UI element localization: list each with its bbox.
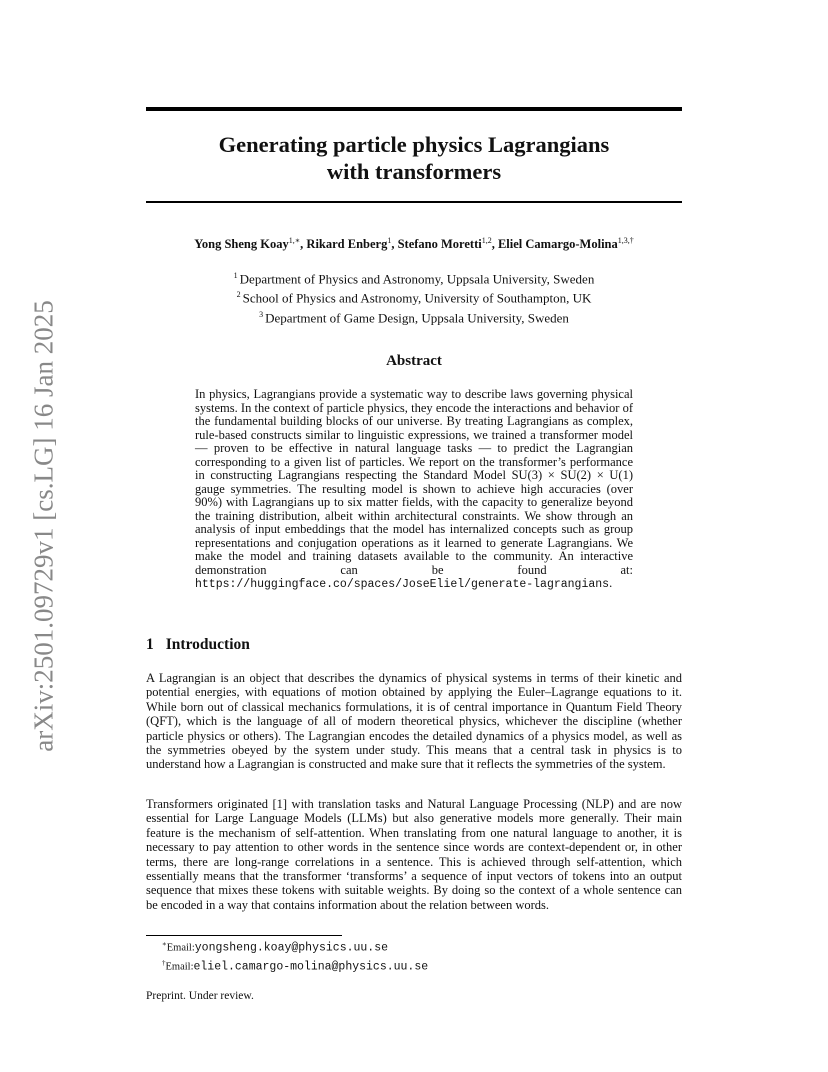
section-title: Introduction xyxy=(165,636,250,653)
footnote xyxy=(162,937,428,956)
footnote-mark: † xyxy=(162,958,166,967)
footnote-rule xyxy=(146,935,342,936)
preprint-footer: Preprint. Under review. xyxy=(146,990,254,1002)
author-name: Stefano Moretti xyxy=(397,237,482,252)
author-name: Yong Sheng Koay xyxy=(194,237,289,252)
affiliation xyxy=(146,287,682,306)
affiliation xyxy=(146,307,682,326)
intro-paragraph-2: Transformers originated [1] with translation tasks and Natural Language Processing (NLP) and are now essential for Large Language Models (LLMs) but also generative models more generally. Their main feature is the mechanism of self-attention. When translating from one natural language to another, it is necessary to pay attention to other words in the sentence since words are context-dependent or, in other terms, there are long-range correlations in a sentence. This is achieved through self-attention, which essentially means that the transformer ‘transforms’ a sequence of input vectors of tokens into an output sequence that mixes these tokens with suitable weights. By doing so the context of a whole sentence can be encoded in a way that contains information about the relation between words. xyxy=(146,797,682,912)
affiliation xyxy=(146,268,682,287)
footnote-label: Email: xyxy=(166,942,195,954)
section-number: 1 xyxy=(146,636,154,653)
demo-link[interactable]: https://huggingface.co/spaces/JoseEliel/generate-lagrangians xyxy=(195,578,610,591)
intro-paragraph-1: A Lagrangian is an object that describes the dynamics of physical systems in terms of their kinetic and potential energies, with equations of motion obtained by applying the Euler–Lagrange equations to it. While born out of classical mechanics formulations, it is of central importance in Quantum Field Theory (QFT), which is the language of all of modern theoretical physics, whichever the discipline (whether particle physics or others). The Lagrangian encodes the detailed dynamics of a physics model, as well as the symmetries obeyed by the system under study. This means that a central task in physics is to understand how a Lagrangian is constructed and make sure that it reflects the symmetries of the system. xyxy=(146,671,682,772)
title-bottom-rule xyxy=(146,201,682,203)
affiliations xyxy=(146,268,682,326)
affiliation-text: Department of Game Design, Uppsala University, Sweden xyxy=(265,309,569,325)
author-sup: 1 xyxy=(387,236,392,245)
author-name: Eliel Camargo-Molina xyxy=(497,237,618,252)
author-name: Rikard Enberg xyxy=(306,237,388,252)
arxiv-stamp-text: arXiv:2501.09729v1 [cs.LG] 16 Jan 2025 xyxy=(28,300,59,752)
author-list: Yong Sheng Koay$^{1,∗}$, Rikard Enberg$^1$, Stefano Moretti$^{1,2}$, Eliel Camargo-Molina$^{1,3,\dagger}$ xyxy=(194,236,634,252)
footnotes xyxy=(162,937,428,974)
footnote-email[interactable]: yongsheng.koay@physics.uu.se xyxy=(194,941,388,955)
title-top-rule xyxy=(146,107,682,111)
paper-title xyxy=(146,131,682,185)
title-line-1: Generating particle physics Lagrangians xyxy=(218,132,610,157)
footnote xyxy=(162,956,428,975)
abstract-body xyxy=(195,388,633,592)
footnote-label: Email: xyxy=(165,961,194,972)
affiliation-number: 1 xyxy=(233,271,238,280)
author-sup: 1,2 xyxy=(481,236,492,245)
affiliation-number: 2 xyxy=(236,290,241,300)
title-line-2: with transformers xyxy=(326,159,502,184)
author-sup: 1,3,† xyxy=(617,236,634,245)
section-heading xyxy=(146,636,250,654)
abstract-heading: Abstract xyxy=(386,353,442,369)
footnote-mark: ∗ xyxy=(162,940,167,948)
footnote-email[interactable]: eliel.camargo-molina@physics.uu.se xyxy=(193,960,429,973)
affiliation-text: Department of Physics and Astronomy, Uppsala University, Sweden xyxy=(239,271,595,287)
abstract-period: . xyxy=(609,576,613,590)
abstract-text: In physics, Lagrangians provide a systematic way to describe laws governing physical systems. In the context of particle physics, they encode the interactions and behavior of the fundamental building blocks of our universe. By treating Lagrangians as complex, rule-based constructs similar to linguistic expressions, we trained a transformer model — proven to be effective in natural language tasks — to predict the Lagrangian corresponding to a given list of particles. We report on the transformer’s performance in constructing Lagrangians respecting the Standard Model SU(3) × SU(2) × U(1) gauge symmetries. The resulting model is shown to achieve high accuracies (over 90%) with Lagrangians up to six matter fields, with the capacity to generalize beyond the training distribution, albeit within architectural constraints. We show through an analysis of input embeddings that the model has internalized concepts such as group representations and conjugation operations as it learned to generate Lagrangians. We make the model and training datasets available to the community. An interactive demonstration can be found at: xyxy=(195,387,633,577)
author-sup: 1,∗ xyxy=(288,236,301,245)
affiliation-text: School of Physics and Astronomy, University of Southampton, UK xyxy=(242,290,592,306)
affiliation-number: 3 xyxy=(259,309,264,319)
